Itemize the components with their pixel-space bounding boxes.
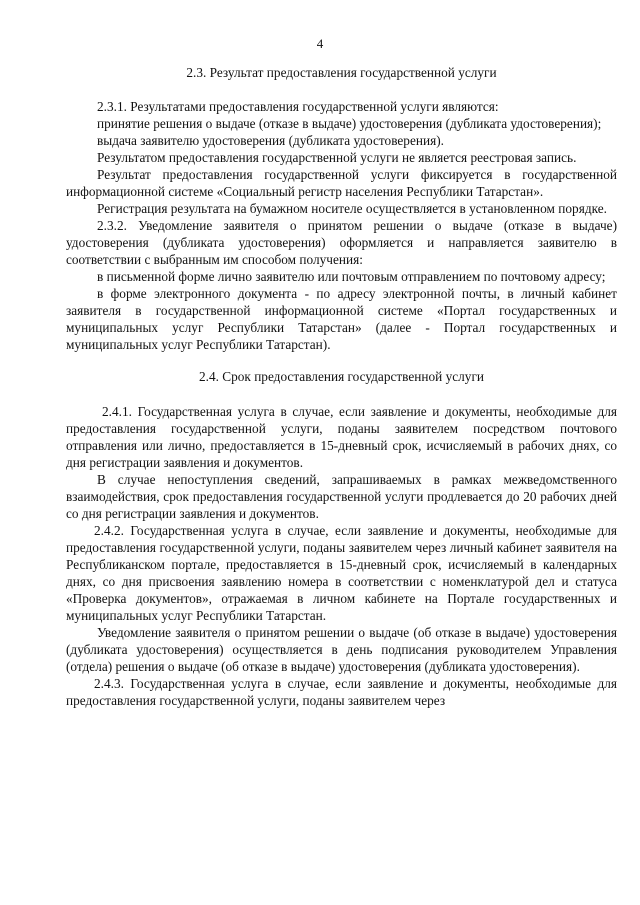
list-item: в письменной форме лично заявителю или почтовым отправлением по почтовому адресу; (97, 269, 606, 284)
list-item: принятие решения о выдаче (отказе в выдаче) удостоверения (дубликата удостоверения); (97, 116, 602, 131)
section-2-3-heading: 2.3. Результат предоставления государственной услуги (186, 65, 497, 80)
paragraph: Регистрация результата на бумажном носителе осуществляется в установленном порядке. (97, 201, 607, 216)
paragraph: Результат предоставления государственной услуги фиксируется в государственной информационной системе «Социальный регистр населения Республики Татарстан». (66, 167, 617, 199)
paragraph: Результатом предоставления государственной услуги не является реестровая запись. (97, 150, 577, 165)
section-2-4-heading: 2.4. Срок предоставления государственной услуги (198, 369, 485, 384)
paragraph: В случае непоступления сведений, запрашиваемых в рамках межведомственного взаимодействия, срок предоставления государственной услуги продлевается до 20 рабочих дней со дня регистрации заявления и документов. (66, 472, 617, 521)
list-item: выдача заявителю удостоверения (дубликата удостоверения). (97, 133, 444, 148)
paragraph: Уведомление заявителя о принятом решении о выдаче (об отказе в выдаче) удостоверения (дубликата удостоверения) осуществляется в день подписания руководителем Управления (отдела) решения о выдаче (об отказе в выдаче) удостоверения (дубликата удостоверения). (66, 625, 617, 674)
page-number: 4 (316, 36, 324, 51)
paragraph: 2.3.2. Уведомление заявителя о принятом решении о выдаче (отказе в выдаче) удостоверения (дубликата удостоверения) оформляется и направляется заявителю в соответствии с выбранным им способом получения: (66, 218, 617, 267)
paragraph: 2.4.1. Государственная услуга в случае, если заявление и документы, необходимые для предоставления государственной услуги, поданы заявителем посредством почтового отправления или лично, предоставляется в 15-дневный срок, исчисляемый в рабочих днях, со дня регистрации заявления и документов. (66, 404, 617, 470)
paragraph: 2.3.1. Результатами предоставления государственной услуги являются: (97, 99, 499, 114)
list-item: в форме электронного документа - по адресу электронной почты, в личный кабинет заявителя в государственной информационной системе «Портал государственных и муниципальных услуг Республики Татарстан» (далее - Портал государственных и муниципальных услуг Республики Татарстан). (66, 286, 617, 352)
paragraph: 2.4.3. Государственная услуга в случае, если заявление и документы, необходимые для предоставления государственной услуги, поданы заявителем через (66, 676, 617, 708)
paragraph: 2.4.2. Государственная услуга в случае, если заявление и документы, необходимые для предоставления государственной услуги, поданы заявителем через личный кабинет заявителя на Республиканском портале, предоставляется в 15-дневный срок, исчисляемый в календарных днях, со дня присвоения заявлению номера в соответствии с номенклатурой дел и статуса «Проверка документов», отражаемая в личном кабинете на Портале государственных и муниципальных услуг Республики Татарстан. (66, 523, 617, 623)
document-body (66, 64, 617, 709)
